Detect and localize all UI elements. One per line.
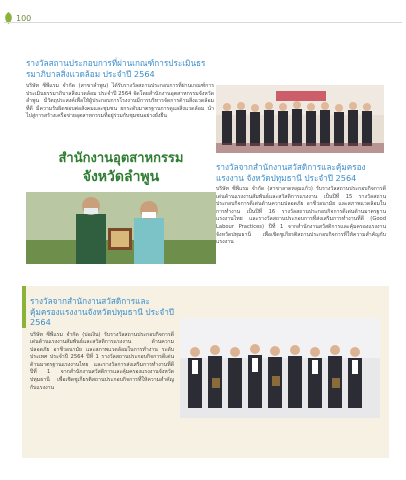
photo-award-group-2 — [180, 318, 380, 418]
banner-line-2: จังหวัดลำพูน — [82, 169, 160, 185]
section1-body: บริษัท ซีพีแรม จำกัด (สาขาลำพูน) ได้รับรางวัลสถานประกอบการที่ผ่านเกณฑ์การประเมินธรรมาภิบาลสิ่งแวดล้อม ประจำปี 2564 จัดโดยสำนักงานอุตสาหกรรมจังหวัดลำพูน มีวัตถุประสงค์เพื่อให้ผู้ประกอบการโรงงานมีการบริหารจัดการด้านสิ่งแวดล้อมที่ดี มีความรับผิดชอบต่อสังคมและชุมชน ยกระดับมาตรฐานการดูแลสิ่งแวดล้อม นำไปสู่การสร้างเครือข่ายอุตสาหกรรมที่อยู่ร่วมกับชุมชนอย่างยั่งยืน — [26, 83, 214, 120]
section-labour-welfare-pathumthani-2 — [30, 296, 174, 392]
banner-line-1: สำนักงานอุตสาหกรรม — [58, 151, 184, 166]
photo-award-group-1 — [216, 85, 384, 153]
section2-title: รางวัลจากสำนักงานสวัสดิการและคุ้มครองแรงงาน จังหวัดปทุมธานี ประจำปี 2564 — [216, 162, 366, 183]
section3-body: บริษัท ซีพีแรม จำกัด (บ่อเงิน) รับรางวัลสถานประกอบกิจการดีเด่นด้านแรงงานสัมพันธ์และสวัสดิการแรงงาน ด้านความปลอดภัย อาชีวอนามัย และสภาพแวดล้อมในการทำงาน ระดับประเทศ ประจำปี 2564 ปีที่ 1 รางวัลสถานประกอบกิจการดีเด่นด้านมาตรฐานแรงงานไทย และรางวัลการส่งเสริมการทำงานที่ดี ปีที่ 1 จากสำนักงานสวัสดิการและคุ้มครองแรงงานจังหวัดปทุมธานี เพื่อเชิดชูเกียรติสถานประกอบกิจการที่ให้ความสำคัญกับแรงงาน — [30, 331, 174, 391]
section-environmental-governance — [26, 58, 214, 121]
section1-title: รางวัลสถานประกอบการที่ผ่านเกณฑ์การประเมินธรรมาภิบาลสิ่งแวดล้อม ประจำปี 2564 — [26, 58, 206, 79]
section3-title: รางวัลจากสำนักงานสวัสดิการและคุ้มครองแรงงานจังหวัดปทุมธานี ประจำปี 2564 — [30, 296, 175, 327]
photo-award-handover — [26, 148, 216, 264]
section-labour-welfare-pathumthani-1 — [216, 162, 386, 247]
page-number-text: 100 — [16, 13, 32, 23]
section2-body: บริษัท ซีพีแรม จำกัด (สาขาลาดหลุมแก้ว) รับรางวัลสถานประกอบกิจการดีเด่นด้านแรงงานสัมพันธ์และสวัสดิการแรงงาน เป็นปีที่ 15 รางวัลสถานประกอบกิจการดีเด่นด้านความปลอดภัย อาชีวอนามัย และสภาพแวดล้อมในการทำงาน เป็นปีที่ 16 รางวัลสถานประกอบกิจการดีเด่นด้านมาตรฐานแรงงานไทย และรางวัลสถานประกอบการที่ส่งเสริมการทำงานที่ดี (Good Labour Practices) ปีที่ 1 จากสำนักงานสวัสดิการและคุ้มครองแรงงานจังหวัดปทุมธานี เพื่อเชิดชูเกียรติสถานประกอบกิจการที่ให้ความสำคัญกับแรงงาน — [216, 186, 386, 246]
panel-accent-bar — [22, 286, 26, 328]
header-divider — [4, 22, 402, 23]
